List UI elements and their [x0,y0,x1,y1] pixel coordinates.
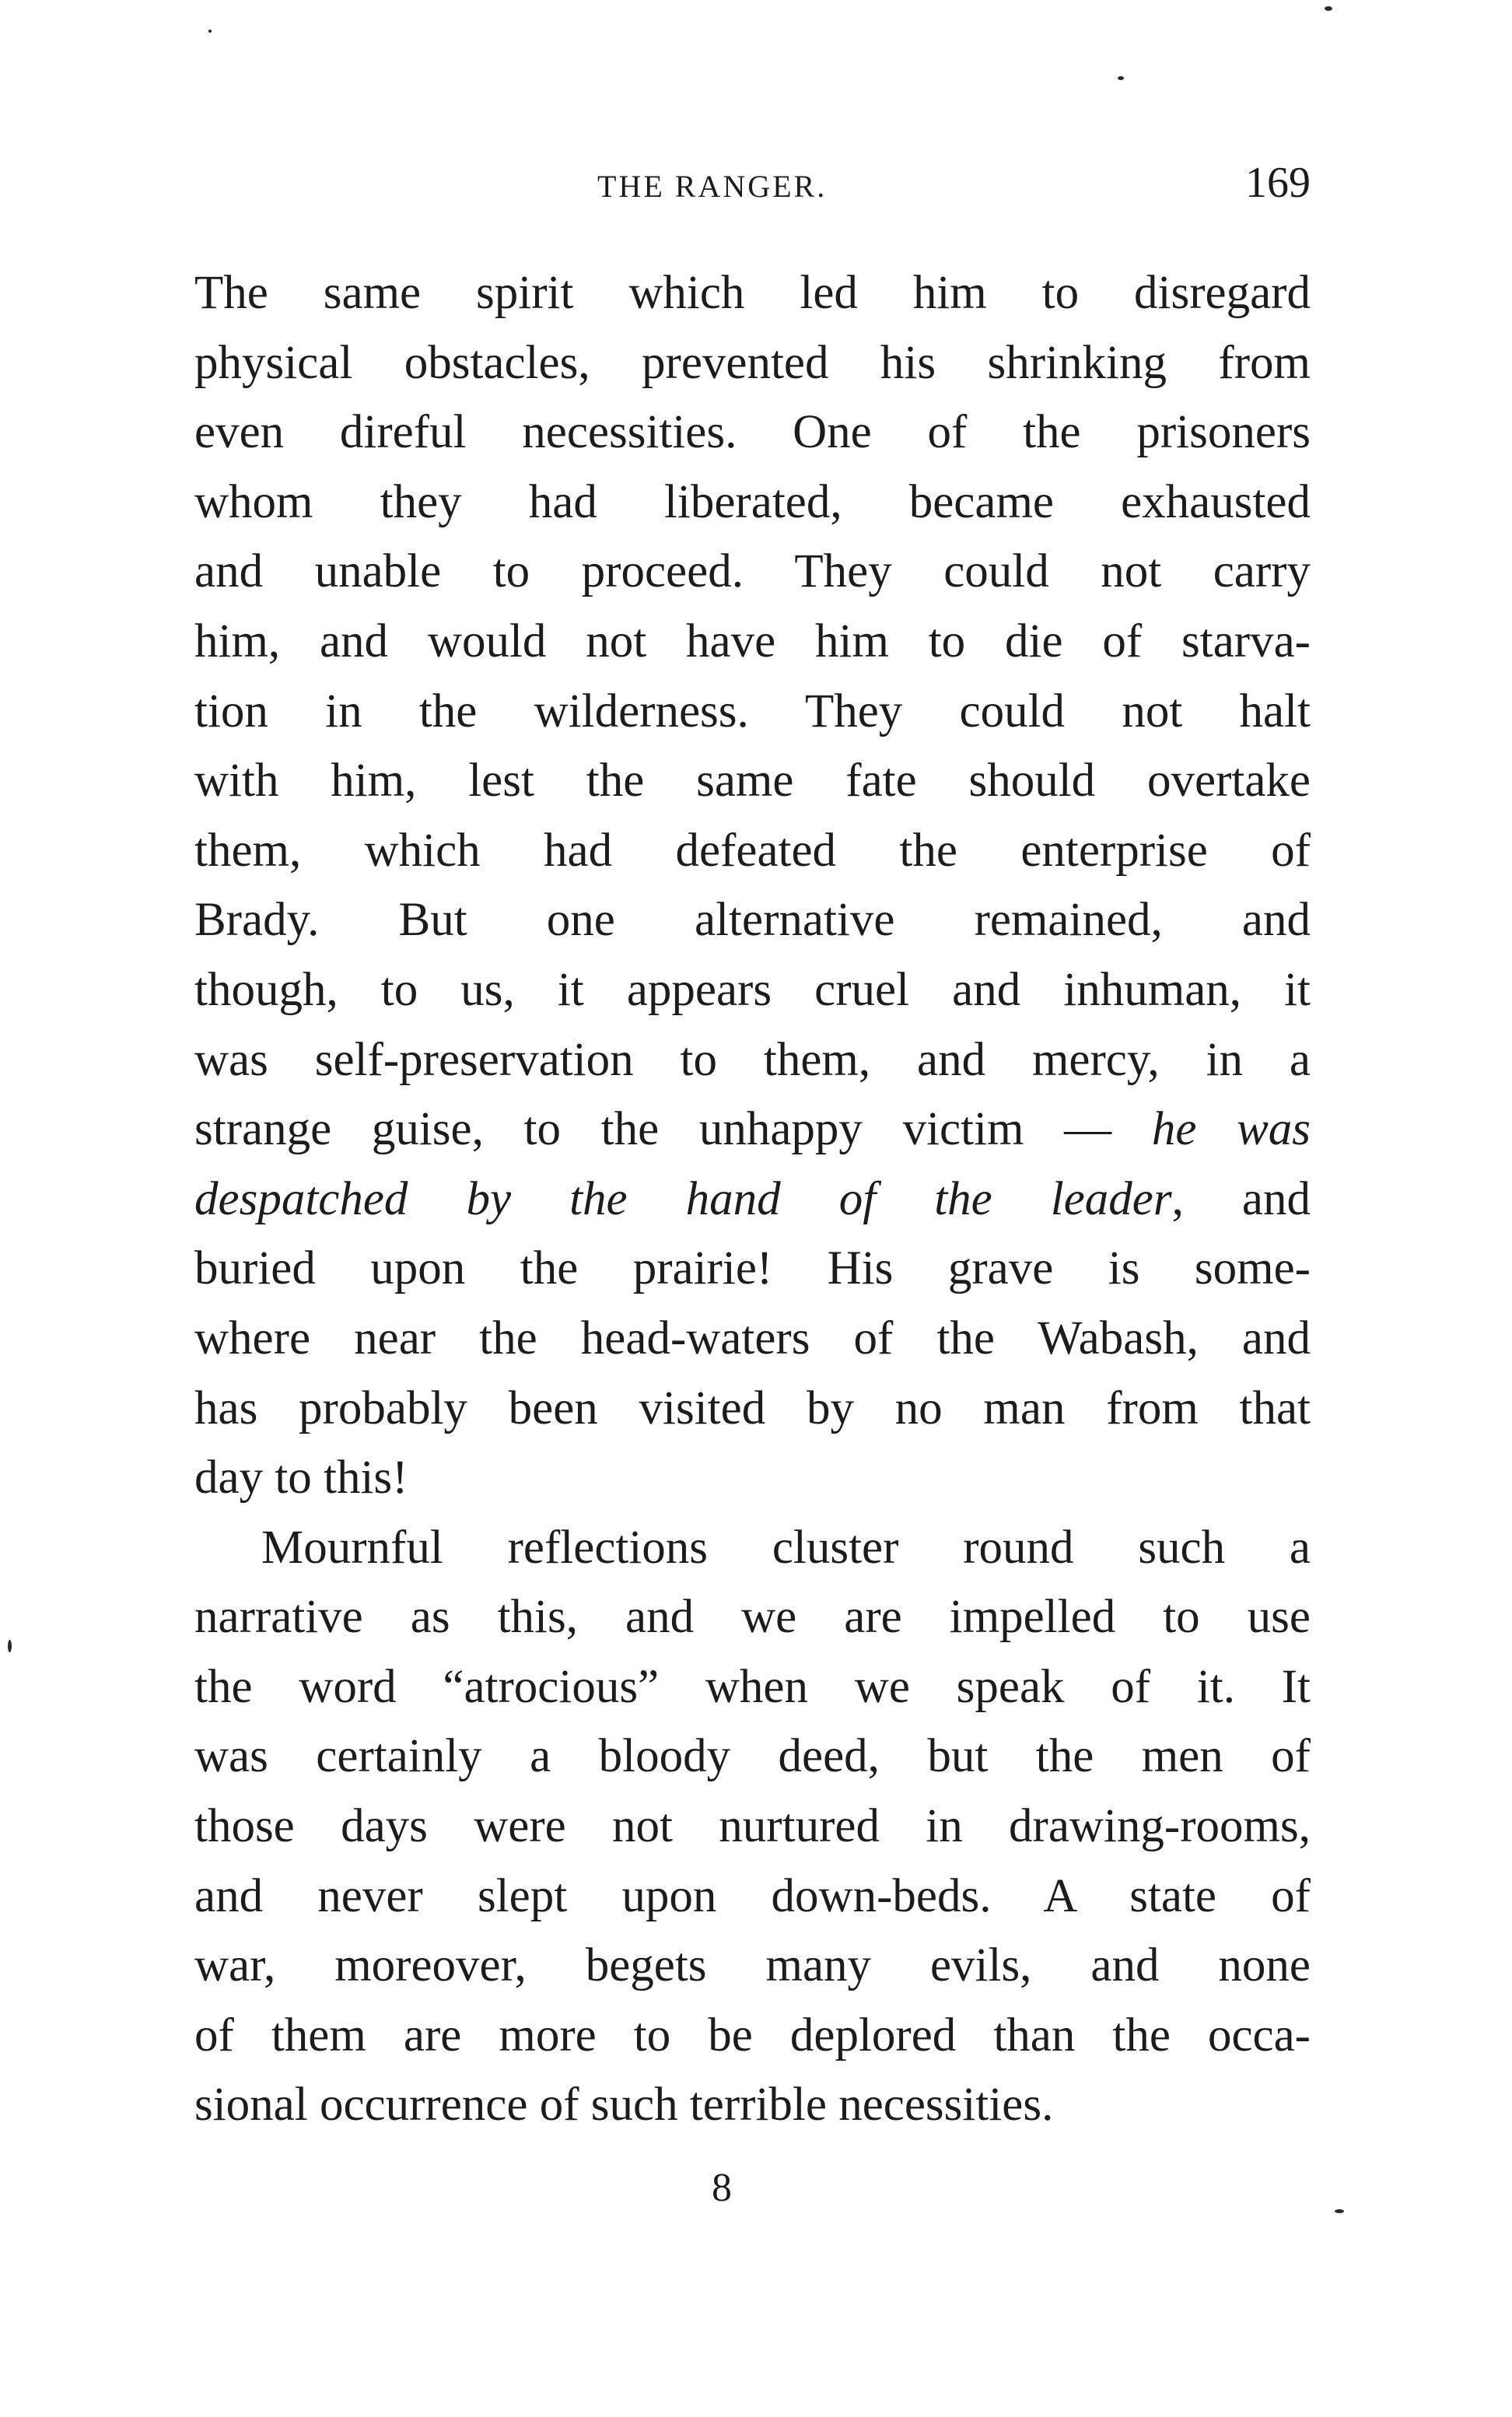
text-run: strange guise, to the unhappy victim — [194,1103,1152,1156]
text-line: war, moreover, begets many evils, and none [194,1939,1311,1992]
italic-run: he was [1151,1103,1311,1156]
page-number: 169 [1245,159,1311,207]
text-line-paragraph-start: Mournful reflections cluster round such a [261,1521,1311,1574]
text-line: and never slept upon down-beds. A state of [194,1869,1311,1922]
text-line: where near the head-waters of the Wabash, and [194,1312,1311,1364]
text-line: physical obstacles, prevented his shrinking from [194,336,1311,389]
scan-speck [208,30,212,33]
running-head [194,159,1311,216]
text-line: buried upon the prairie! His grave is some- [194,1242,1311,1295]
text-line: The same spirit which led him to disregard [194,267,1311,319]
text-line: the word “atrocious” when we speak of it. It [194,1660,1311,1713]
scan-speck [8,1640,12,1652]
text-line: was self-preservation to them, and mercy, in a [194,1033,1311,1086]
text-line: tion in the wilderness. They could not halt [194,685,1311,737]
text-line: whom they had liberated, became exhausted [194,475,1311,528]
signature-mark: 8 [712,2166,732,2210]
text-line: with him, lest the same fate should overtake [194,755,1311,807]
body-text [194,258,1311,2140]
text-line: has probably been visited by no man from that [194,1382,1311,1434]
text-line-mixed [194,1095,1311,1165]
text-line: was certainly a bloody deed, but the men of [194,1730,1311,1783]
running-title: THE RANGER. [597,169,828,204]
text-line: and unable to proceed. They could not carry [194,545,1311,598]
text-line: even direful necessities. One of the prisoners [194,406,1311,459]
text-line: sional occurrence of such terrible necessities. [194,2079,1054,2132]
text-line: day to this! [194,1452,408,1504]
italic-run: despatched by the hand of the leader [194,1172,1172,1225]
text-line: them, which had defeated the enterprise of [194,824,1311,877]
scan-speck [1325,6,1332,11]
scan-speck [1118,76,1124,80]
scan-speck [1335,2209,1344,2213]
text-run: , and [1171,1172,1311,1225]
text-line: of them are more to be deplored than the occa- [194,2009,1311,2061]
text-line: Brady. But one alternative remained, and [194,894,1311,947]
text-line: narrative as this, and we are impelled to use [194,1591,1311,1644]
text-line: him, and would not have him to die of starva- [194,615,1311,667]
text-line: those days were not nurtured in drawing-rooms, [194,1800,1311,1853]
text-line-mixed [194,1165,1311,1235]
text-line: though, to us, it appears cruel and inhuman, it [194,963,1311,1016]
